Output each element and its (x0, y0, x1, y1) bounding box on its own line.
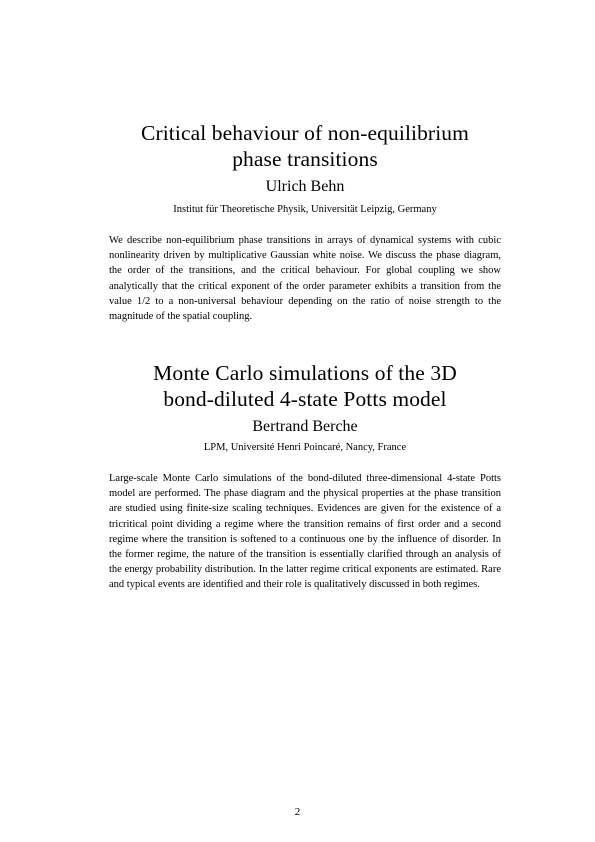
paper-title-line-2: phase transitions (232, 147, 378, 171)
author-name: Ulrich Behn (265, 178, 345, 195)
abstract-block-behn (109, 120, 501, 335)
paper-title (109, 360, 501, 412)
author-affiliation: LPM, Université Henri Poincaré, Nancy, France (203, 442, 407, 453)
author-name: Bertrand Berche (252, 418, 358, 435)
paper-title-line-1: Critical behaviour of non-equilibrium (141, 121, 469, 145)
paper-title-line-2: bond-diluted 4-state Potts model (163, 387, 447, 411)
paper-title (109, 120, 501, 172)
abstract-text: Large-scale Monte Carlo simulations of the bond-diluted three-dimensional 4-state Potts model are performed. The phase diagram and the physical properties at the phase transition are studied using finite-size scaling techniques. Evidences are given for the existence of a tricritical point dividing a regime where the transition remains of first order and a second regime where the transition is softened to a continuous one by the influence of disorder. In the former regime, the nature of the transition is essentially clarified through an analysis of the energy probability distribution. In the latter regime critical exponents are estimated. Rare and typical events are identified and their role is qualitatively discussed in both regimes. (109, 473, 501, 591)
paper-title-line-1: Monte Carlo simulations of the 3D (153, 361, 457, 385)
abstract-block-berche (109, 360, 501, 603)
author-affiliation: Institut für Theoretische Physik, Universität Leipzig, Germany (173, 204, 437, 215)
page-number: 2 (294, 806, 301, 818)
abstract-text: We describe non-equilibrium phase transitions in arrays of dynamical systems with cubic nonlinearity driven by multiplicative Gaussian white noise. We discuss the phase diagram, the order of the transitions, and the critical behaviour. For global coupling we show analytically that the critical exponent of the order parameter exhibits a transition from the value 1/2 to a non-universal behaviour depending on the ratio of noise strength to the magnitude of the spatial coupling. (109, 235, 501, 323)
